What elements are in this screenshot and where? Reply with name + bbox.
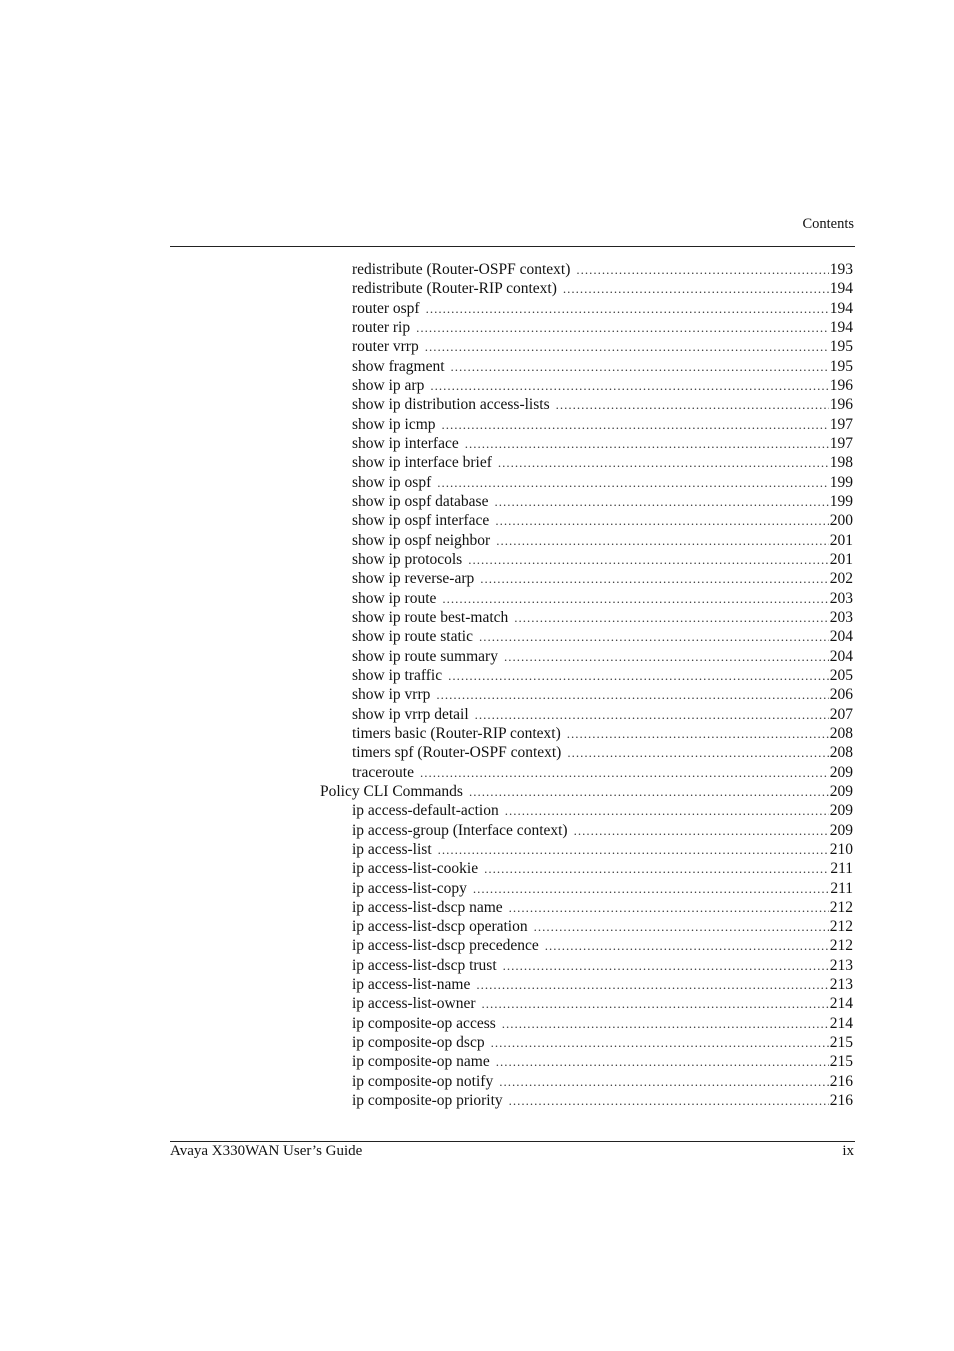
toc-entry[interactable] (320, 975, 853, 994)
toc-entry-page: 201 (829, 531, 853, 549)
toc-entry-label: ip composite-op priority (352, 1092, 503, 1110)
toc-entry-page: 194 (829, 299, 853, 317)
toc-entry[interactable] (320, 1033, 853, 1052)
toc-entry[interactable] (320, 531, 853, 550)
toc-entry[interactable] (320, 1052, 853, 1071)
toc-entry-page: 213 (829, 976, 853, 994)
toc-entry-label: ip composite-op access (352, 1014, 496, 1032)
toc-entry-label: show ip ospf (352, 473, 432, 491)
toc-leader-dots (475, 705, 829, 724)
toc-entry[interactable] (320, 898, 853, 917)
toc-entry-page: 196 (829, 376, 853, 394)
toc-entry-page: 201 (829, 550, 853, 568)
toc-leader-dots (496, 1052, 829, 1071)
toc-entry-label: show ip route best-match (352, 608, 509, 626)
toc-entry-label: ip access-list-copy (352, 879, 467, 897)
toc-entry[interactable] (320, 879, 853, 898)
toc-entry[interactable] (320, 1072, 853, 1091)
toc-entry-label: ip composite-op notify (352, 1072, 494, 1090)
toc-entry-label: show ip vrrp (352, 686, 431, 704)
toc-entry-page: 209 (829, 821, 853, 839)
toc-entry-page: 195 (829, 338, 853, 356)
toc-entry-label: show ip interface (352, 434, 459, 452)
toc-entry-label: ip access-list-name (352, 976, 471, 994)
toc-leader-dots (437, 473, 829, 492)
toc-entry-label: router rip (352, 318, 411, 336)
toc-entry[interactable] (320, 492, 853, 511)
toc-entry-page: 204 (829, 647, 853, 665)
toc-entry-label: ip access-list-dscp trust (352, 956, 497, 974)
toc-entry[interactable] (320, 840, 853, 859)
toc-entry-page: 216 (829, 1072, 853, 1090)
toc-leader-dots (499, 1072, 829, 1091)
toc-entry-page: 209 (829, 763, 853, 781)
toc-entry[interactable] (320, 627, 853, 646)
toc-entry-page: 208 (829, 724, 853, 742)
toc-entry[interactable] (320, 647, 853, 666)
toc-entry-label: show ip vrrp detail (352, 705, 469, 723)
toc-entry-page: 199 (829, 473, 853, 491)
toc-entry-label: show ip protocols (352, 550, 463, 568)
toc-entry-label: show ip distribution access-lists (352, 396, 550, 414)
toc-entry-page: 216 (829, 1092, 853, 1110)
toc-entry[interactable] (320, 1014, 853, 1033)
toc-leader-dots (442, 415, 829, 434)
toc-entry-page: 212 (829, 918, 853, 936)
toc-entry[interactable] (320, 550, 853, 569)
toc-entry[interactable] (320, 260, 853, 279)
toc-entry[interactable] (320, 434, 853, 453)
toc-entry-label: ip composite-op dscp (352, 1034, 485, 1052)
header-rule (170, 246, 855, 247)
toc-entry[interactable] (320, 743, 853, 762)
toc-leader-dots (494, 492, 828, 511)
footer-title: Avaya X330WAN User’s Guide (170, 1143, 363, 1159)
toc-leader-dots (491, 1033, 829, 1052)
toc-leader-dots (514, 608, 828, 627)
toc-leader-dots (503, 956, 829, 975)
toc-leader-dots (574, 821, 829, 840)
toc-entry[interactable] (320, 299, 853, 318)
toc-entry-page: 209 (829, 802, 853, 820)
toc-entry-page: 205 (829, 666, 853, 684)
toc-entry[interactable] (320, 337, 853, 356)
toc-leader-dots (438, 840, 829, 859)
toc-leader-dots (480, 569, 829, 588)
toc-leader-dots (576, 260, 828, 279)
toc-entry[interactable] (320, 415, 853, 434)
toc-leader-dots (430, 376, 828, 395)
toc-entry[interactable] (320, 801, 853, 820)
toc-entry-page: 209 (829, 782, 853, 800)
toc-entry-page: 195 (829, 357, 853, 375)
toc-leader-dots (567, 743, 828, 762)
toc-entry-label: ip access-list-dscp precedence (352, 937, 539, 955)
toc-entry-page: 198 (829, 454, 853, 472)
toc-entry-page: 200 (829, 512, 853, 530)
toc-entry-label: Policy CLI Commands (320, 782, 463, 800)
toc-leader-dots (420, 763, 829, 782)
toc-entry-page: 204 (829, 628, 853, 646)
toc-entry[interactable] (320, 453, 853, 472)
toc-entry-page: 208 (829, 744, 853, 762)
toc-entry[interactable] (320, 936, 853, 955)
toc-entry[interactable] (320, 357, 853, 376)
toc-leader-dots (534, 917, 829, 936)
toc-entry-page: 210 (829, 840, 853, 858)
toc-entry[interactable] (320, 917, 853, 936)
running-header: Contents (802, 216, 854, 232)
toc-leader-dots (504, 647, 829, 666)
toc-entry-page: 212 (829, 937, 853, 955)
toc-leader-dots (451, 357, 829, 376)
toc-entry-page: 203 (829, 608, 853, 626)
toc-leader-dots (498, 453, 829, 472)
toc-entry-page: 196 (829, 396, 853, 414)
toc-entry[interactable] (320, 859, 853, 878)
toc-entry-page: 194 (829, 318, 853, 336)
footer-rule (170, 1141, 855, 1142)
toc-entry[interactable] (320, 569, 853, 588)
toc-entry-page: 214 (829, 995, 853, 1013)
toc-leader-dots (468, 550, 829, 569)
toc-entry-label: router vrrp (352, 338, 419, 356)
table-of-contents (320, 260, 853, 1110)
toc-entry-page: 203 (829, 589, 853, 607)
toc-entry-label: ip access-list-dscp operation (352, 918, 528, 936)
toc-entry-page: 206 (829, 686, 853, 704)
toc-entry-label: show ip route summary (352, 647, 498, 665)
toc-entry[interactable] (320, 511, 853, 530)
toc-entry[interactable] (320, 608, 853, 627)
toc-entry-page: 214 (829, 1014, 853, 1032)
toc-leader-dots (425, 337, 829, 356)
toc-leader-dots (502, 1014, 829, 1033)
toc-entry[interactable] (320, 994, 853, 1013)
toc-entry-label: show ip interface brief (352, 454, 492, 472)
toc-entry-page: 193 (829, 261, 853, 278)
toc-leader-dots (482, 994, 829, 1013)
toc-entry-label: show ip ospf interface (352, 512, 490, 530)
toc-entry[interactable] (320, 956, 853, 975)
toc-entry-label: show ip reverse-arp (352, 570, 475, 588)
toc-entry-page: 199 (829, 492, 853, 510)
toc-entry-label: ip access-default-action (352, 802, 499, 820)
toc-entry-label: redistribute (Router-OSPF context) (352, 261, 571, 278)
toc-entry[interactable] (320, 376, 853, 395)
toc-entry-label: ip access-list-dscp name (352, 898, 503, 916)
toc-entry-page: 197 (829, 415, 853, 433)
toc-entry[interactable] (320, 821, 853, 840)
toc-entry-page: 207 (829, 705, 853, 723)
toc-entry[interactable] (320, 685, 853, 704)
toc-leader-dots (509, 1091, 829, 1110)
toc-entry-label: show ip ospf database (352, 492, 489, 510)
toc-leader-dots (484, 859, 829, 878)
toc-entry-page: 213 (829, 956, 853, 974)
toc-entry-label: redistribute (Router-RIP context) (352, 280, 557, 298)
toc-leader-dots (479, 627, 829, 646)
footer-page-number: ix (842, 1143, 854, 1159)
toc-leader-dots (509, 898, 829, 917)
toc-entry[interactable] (320, 763, 853, 782)
toc-entry[interactable] (320, 589, 853, 608)
toc-entry-label: ip access-group (Interface context) (352, 821, 568, 839)
toc-entry-label: ip composite-op name (352, 1053, 490, 1071)
toc-entry-label: show ip arp (352, 376, 425, 394)
toc-entry[interactable] (320, 705, 853, 724)
toc-entry-page: 194 (829, 280, 853, 298)
toc-entry-label: show ip ospf neighbor (352, 531, 491, 549)
toc-leader-dots (436, 685, 828, 704)
toc-entry-label: show ip icmp (352, 415, 436, 433)
toc-leader-dots (556, 395, 829, 414)
toc-entry-label: timers spf (Router-OSPF context) (352, 744, 562, 762)
toc-entry-page: 211 (830, 879, 853, 897)
toc-leader-dots (473, 879, 829, 898)
toc-entry-label: timers basic (Router-RIP context) (352, 724, 561, 742)
toc-entry-label: show ip traffic (352, 666, 443, 684)
toc-entry-page: 212 (829, 898, 853, 916)
toc-entry-page: 197 (829, 434, 853, 452)
toc-entry[interactable] (320, 473, 853, 492)
toc-entry-label: router ospf (352, 299, 420, 317)
toc-leader-dots (426, 299, 829, 318)
toc-entry-page: 211 (830, 860, 853, 878)
toc-leader-dots (505, 801, 829, 820)
toc-entry-label: show fragment (352, 357, 445, 375)
toc-leader-dots (563, 279, 829, 298)
toc-entry[interactable] (320, 318, 853, 337)
toc-entry-page: 215 (829, 1034, 853, 1052)
toc-entry-label: traceroute (352, 763, 414, 781)
toc-entry-label: ip access-list (352, 840, 432, 858)
toc-leader-dots (476, 975, 828, 994)
toc-leader-dots (469, 782, 829, 801)
toc-entry[interactable] (320, 279, 853, 298)
toc-section-entry[interactable] (320, 782, 853, 801)
toc-leader-dots (416, 318, 829, 337)
toc-leader-dots (496, 531, 829, 550)
toc-leader-dots (448, 666, 829, 685)
toc-entry-page: 202 (829, 570, 853, 588)
toc-leader-dots (567, 724, 829, 743)
toc-entry[interactable] (320, 666, 853, 685)
toc-entry[interactable] (320, 395, 853, 414)
toc-entry-label: show ip route static (352, 628, 473, 646)
toc-leader-dots (465, 434, 829, 453)
toc-entry-label: show ip route (352, 589, 437, 607)
toc-entry-label: ip access-list-cookie (352, 860, 479, 878)
toc-leader-dots (545, 936, 829, 955)
toc-entry[interactable] (320, 724, 853, 743)
toc-leader-dots (442, 589, 828, 608)
toc-entry[interactable] (320, 1091, 853, 1110)
toc-entry-page: 215 (829, 1053, 853, 1071)
toc-leader-dots (495, 511, 828, 530)
toc-entry-label: ip access-list-owner (352, 995, 476, 1013)
